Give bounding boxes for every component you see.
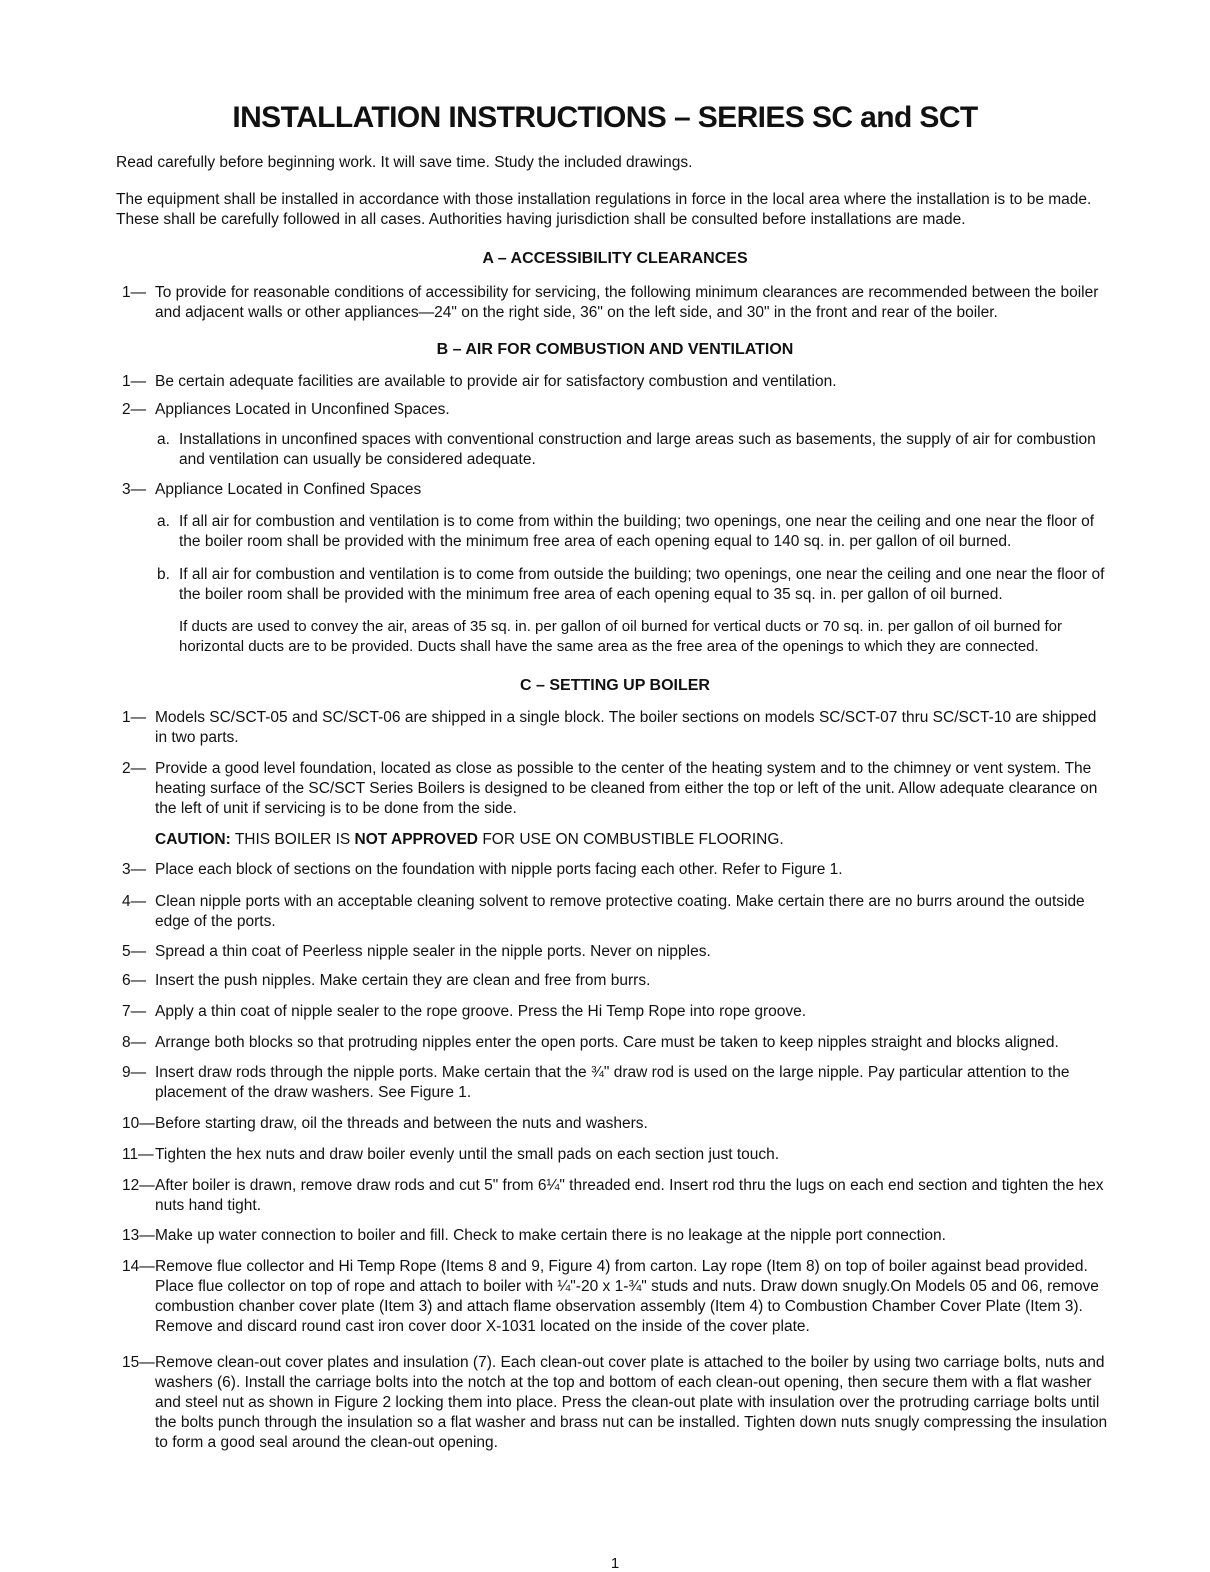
page-number: 1: [610, 1555, 620, 1572]
item-number: 3—: [122, 861, 147, 878]
item-text: Insert the push nipples. Make certain they are clean and free from burrs.: [155, 972, 651, 989]
item-number: 11—: [122, 1146, 154, 1163]
sub-item-letter: a.: [157, 431, 170, 448]
item-text: Clean nipple ports with an acceptable cleaning solvent to remove protective coating. Make certain there are no burrs around the outside edge of the ports.: [155, 893, 1085, 930]
list-item: [122, 942, 1112, 962]
sub-item-letter: a.: [157, 513, 170, 530]
item-text: Remove flue collector and Hi Temp Rope (Items 8 and 9, Figure 4) from carton. Lay rope (Item 8) on top of boiler against bead provided. Place flue collector on top of rope and attach to boiler with ¼"-20 x 1-¾" studs and nuts. Draw down snugly.On Models 05 and 06, remove combustion chanber cover plate (Item 3) and attach flame observation assembly (Item 4) to Combustion Chamber Cover Plate (Item 3). Remove and discard round cast iron cover door X-1031 located on the inside of the cover plate.: [155, 1258, 1099, 1335]
list-item: [122, 971, 1112, 991]
sub-item: [157, 565, 1112, 605]
item-text: Before starting draw, oil the threads and between the nuts and washers.: [155, 1115, 648, 1132]
caution-emphasis: NOT APPROVED: [354, 831, 478, 848]
item-number: 1—: [122, 709, 147, 726]
item-text: Appliance Located in Confined Spaces: [155, 481, 422, 498]
sub-item: [157, 512, 1112, 552]
list-item: [122, 860, 1112, 880]
item-text: Apply a thin coat of nipple sealer to the rope groove. Press the Hi Temp Rope into rope groove.: [155, 1003, 807, 1020]
item-text: Remove clean-out cover plates and insulation (7). Each clean-out cover plate is attached to the boiler by using two carriage bolts, nuts and washers (6). Install the carriage bolts into the notch at the top and bottom of each clean-out opening, then secure them with a flat washer and steel nut as shown in Figure 2 locking them into place. Press the clean-out plate with insulation over the protruding carriage bolts until the bolts punch through the insulation so a flat washer and brass nut can be installed. Tighten down nuts snugly compressing the insulation to form a good seal around the clean-out opening.: [155, 1354, 1108, 1451]
item-number: 8—: [122, 1034, 147, 1051]
list-item: [122, 759, 1112, 819]
item-text: Tighten the hex nuts and draw boiler evenly until the small pads on each section just touch.: [155, 1146, 780, 1163]
ducts-note: If ducts are used to convey the air, areas of 35 sq. in. per gallon of oil burned for vertical ducts or 70 sq. in. per gallon of oil burned for horizontal ducts are to be provided. Ducts shall have the same area as the free area of the openings to which they are connected.: [179, 618, 1063, 655]
item-number: 7—: [122, 1003, 147, 1020]
sub-item-text: If all air for combustion and ventilation is to come from outside the building; two openings, one near the ceiling and one near the floor of the boiler room shall be provided with the minimum free area of each opening equal to 35 sq. in. per gallon of oil burned.: [179, 566, 1105, 603]
item-number: 6—: [122, 972, 147, 989]
caution-label: CAUTION:: [155, 831, 231, 848]
sub-item-letter: b.: [157, 566, 170, 583]
item-text: Appliances Located in Unconfined Spaces.: [155, 401, 450, 418]
sub-item: [157, 430, 1112, 470]
item-number: 13—: [122, 1227, 155, 1244]
list-item: [122, 1145, 1112, 1165]
item-number: 9—: [122, 1064, 147, 1081]
item-text: Make up water connection to boiler and fill. Check to make certain there is no leakage at the nipple port connection.: [155, 1227, 946, 1244]
item-text: After boiler is drawn, remove draw rods and cut 5" from 6¼" threaded end. Insert rod thru the lugs on each end section and tighten the hex nuts hand tight.: [155, 1177, 1104, 1214]
sub-item-text: If all air for combustion and ventilation is to come from within the building; two openings, one near the ceiling and one near the floor of the boiler room shall be provided with the minimum free area of each opening equal to 140 sq. in. per gallon of oil burned.: [179, 513, 1095, 550]
intro-paragraph: Read carefully before beginning work. It will save time. Study the included drawings.: [116, 154, 693, 171]
list-item: [122, 708, 1112, 748]
caution-text: THIS BOILER IS: [234, 831, 351, 848]
list-item: [122, 1063, 1112, 1103]
item-number: 15—: [122, 1354, 155, 1371]
item-text: Provide a good level foundation, located as close as possible to the center of the heating system and to the chimney or vent system. The heating surface of the SC/SCT Series Boilers is designed to be cleaned from either the top or left of the unit. Allow adequate clearance on the left of unit if servicing is to be done from the side.: [155, 760, 1098, 817]
item-number: 5—: [122, 943, 147, 960]
item-text: Spread a thin coat of Peerless nipple sealer in the nipple ports. Never on nipples.: [155, 943, 711, 960]
item-number: 2—: [122, 760, 147, 777]
item-number: 4—: [122, 893, 147, 910]
list-item: [122, 480, 1112, 500]
section-c-heading: C – SETTING UP BOILER: [520, 677, 710, 694]
list-item: [122, 892, 1112, 932]
list-item: [122, 1226, 1112, 1246]
item-number: 1—: [122, 373, 147, 390]
list-item: [122, 1257, 1112, 1337]
list-item: [122, 1176, 1112, 1216]
item-text: Arrange both blocks so that protruding nipples enter the open ports. Care must be taken to keep nipples straight and blocks aligned.: [155, 1034, 1059, 1051]
item-number: 14—: [122, 1258, 155, 1275]
list-item: [122, 1353, 1112, 1453]
list-item: [122, 400, 1112, 420]
caution-note: [155, 830, 1105, 850]
item-text: To provide for reasonable conditions of accessibility for servicing, the following minimum clearances are recommended between the boiler and adjacent walls or other appliances—24" on the right side, 36" on the left side, and 30" in the front and rear of the boiler.: [155, 284, 1099, 321]
list-item: [122, 1114, 1112, 1134]
item-text: Place each block of sections on the foundation with nipple ports facing each other. Refer to Figure 1.: [155, 861, 843, 878]
list-item: [122, 1002, 1112, 1022]
item-text: Models SC/SCT-05 and SC/SCT-06 are shipped in a single block. The boiler sections on models SC/SCT-07 thru SC/SCT-10 are shipped in two parts.: [155, 709, 1097, 746]
list-item: [122, 372, 1112, 392]
item-text: Be certain adequate facilities are available to provide air for satisfactory combustion and ventilation.: [155, 373, 837, 390]
sub-item-text: Installations in unconfined spaces with conventional construction and large areas such as basements, the supply of air for combustion and ventilation can usually be considered adequate.: [179, 431, 1096, 468]
list-item: [122, 1033, 1112, 1053]
intro-paragraph: The equipment shall be installed in accordance with those installation regulations in force in the local area where the installation is to be made. These shall be carefully followed in all cases. Authorities having jurisdiction shall be consulted before installations are made.: [116, 191, 1092, 228]
caution-text: FOR USE ON COMBUSTIBLE FLOORING.: [482, 831, 784, 848]
section-b-heading: B – AIR FOR COMBUSTION AND VENTILATION: [436, 341, 794, 358]
list-item: [122, 283, 1112, 323]
item-number: 3—: [122, 481, 147, 498]
page-title: INSTALLATION INSTRUCTIONS – SERIES SC and SCT: [232, 101, 978, 134]
item-number: 10—: [122, 1115, 155, 1132]
item-number: 1—: [122, 284, 147, 301]
section-a-heading: A – ACCESSIBILITY CLEARANCES: [482, 250, 748, 267]
item-number: 2—: [122, 401, 147, 418]
item-text: Insert draw rods through the nipple ports. Make certain that the ¾" draw rod is used on the large nipple. Pay particular attention to the placement of the draw washers. See Figure 1.: [155, 1064, 1070, 1101]
item-number: 12—: [122, 1177, 155, 1194]
